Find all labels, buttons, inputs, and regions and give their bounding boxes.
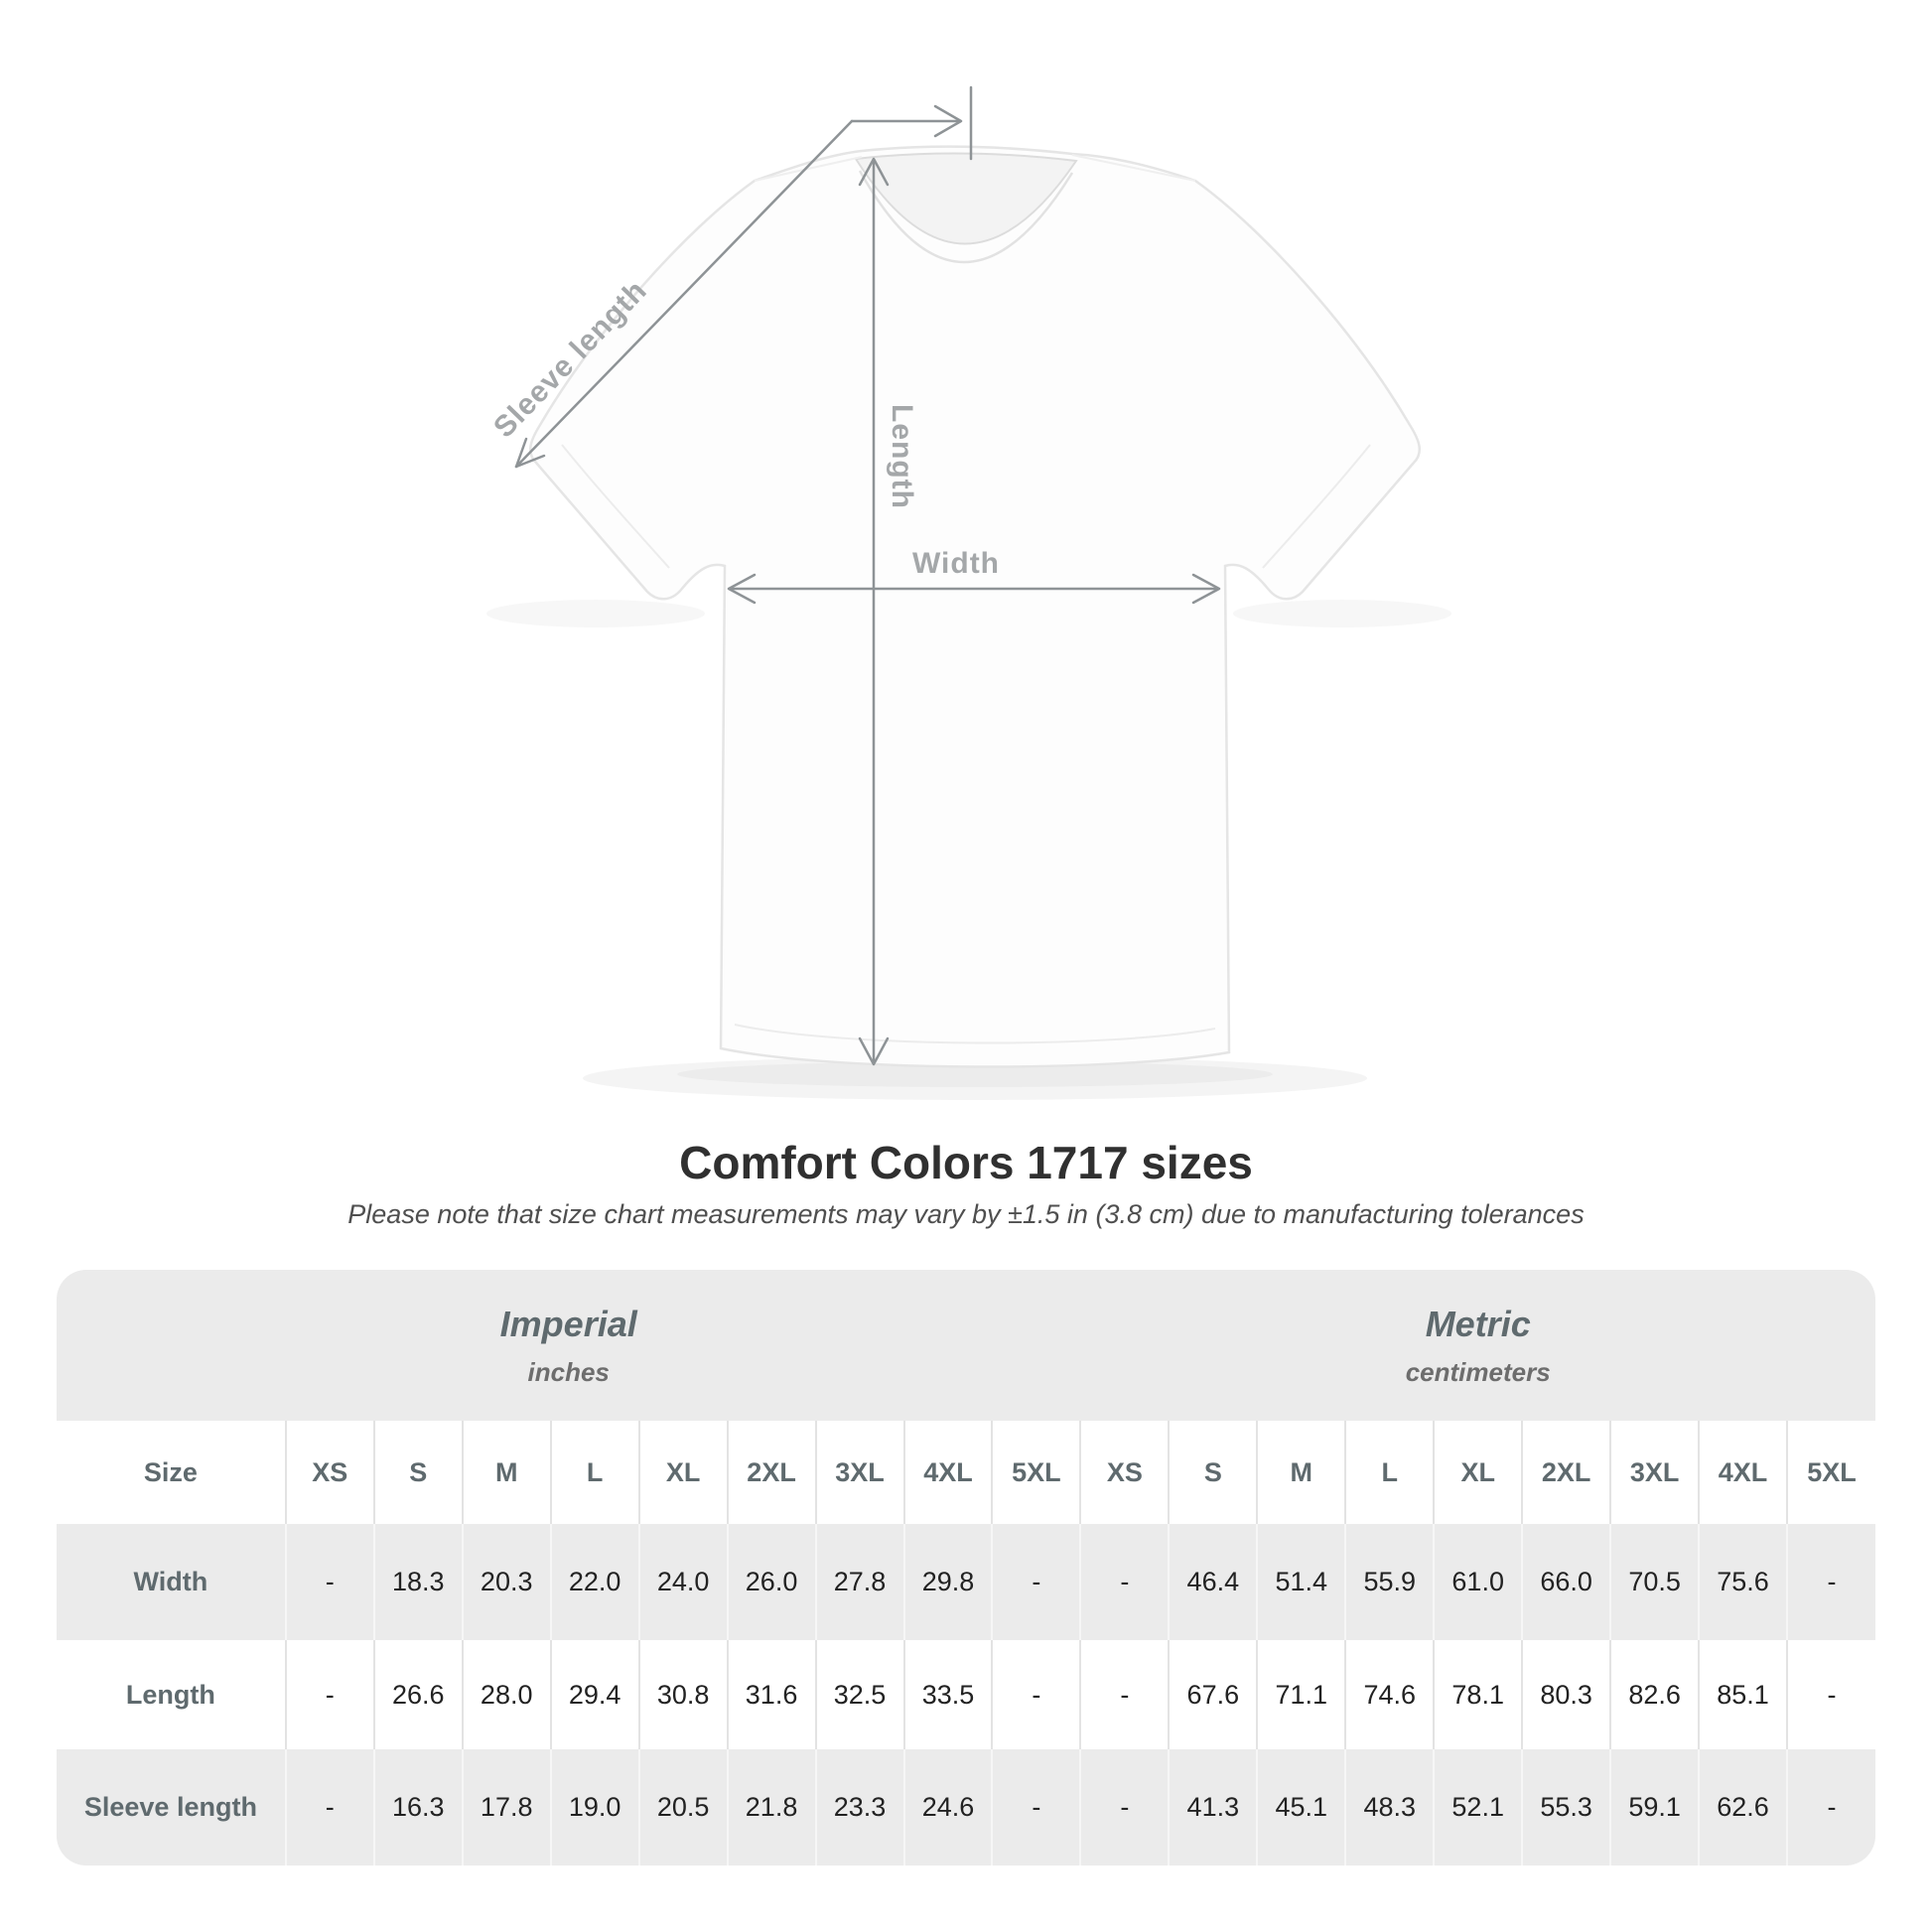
value-cell: 28.0 <box>463 1640 551 1749</box>
value-cell: 66.0 <box>1522 1524 1610 1640</box>
size-header-cell: 3XL <box>816 1421 904 1524</box>
size-header-cell: XS <box>1080 1421 1169 1524</box>
row-label: Sleeve length <box>83 1792 257 1822</box>
value-cell: - <box>992 1749 1080 1865</box>
metric-group-header <box>1080 1270 1875 1421</box>
value-cell: 70.5 <box>1610 1524 1699 1640</box>
size-header-cell: S <box>1169 1421 1257 1524</box>
value-cell: 80.3 <box>1522 1640 1610 1749</box>
value-cell: 22.0 <box>551 1524 639 1640</box>
value-cell: - <box>286 1640 374 1749</box>
value-cell: 55.3 <box>1522 1749 1610 1865</box>
value-cell: 78.1 <box>1434 1640 1522 1749</box>
value-cell: 55.9 <box>1345 1524 1434 1640</box>
unit-group-row <box>57 1270 1875 1421</box>
size-header-cell: 4XL <box>904 1421 993 1524</box>
length-label: Length <box>886 404 918 509</box>
row-label: Length <box>125 1679 215 1710</box>
value-cell: - <box>992 1524 1080 1640</box>
row-label: Width <box>133 1567 208 1596</box>
value-cell: 48.3 <box>1345 1749 1434 1865</box>
value-cell: 51.4 <box>1257 1524 1345 1640</box>
value-cell: 45.1 <box>1257 1749 1345 1865</box>
value-cell: 85.1 <box>1699 1640 1787 1749</box>
value-cell: 62.6 <box>1699 1749 1787 1865</box>
value-cell: 21.8 <box>728 1749 816 1865</box>
heading-block <box>0 1136 1932 1230</box>
size-header-cell: XL <box>639 1421 728 1524</box>
size-header-cell: 4XL <box>1699 1421 1787 1524</box>
size-header-cell: 2XL <box>1522 1421 1610 1524</box>
page-title: Comfort Colors 1717 sizes <box>679 1137 1253 1188</box>
size-header-cell: 3XL <box>1610 1421 1699 1524</box>
size-header-cell: M <box>463 1421 551 1524</box>
value-cell: - <box>1080 1524 1169 1640</box>
value-cell: 20.3 <box>463 1524 551 1640</box>
value-cell: 30.8 <box>639 1640 728 1749</box>
value-cell: 71.1 <box>1257 1640 1345 1749</box>
value-cell: - <box>1787 1524 1875 1640</box>
imperial-unit: inches <box>527 1357 610 1387</box>
sleeve-length-label: Sleeve length <box>487 273 654 445</box>
value-cell: - <box>992 1640 1080 1749</box>
value-cell: 26.6 <box>374 1640 463 1749</box>
value-cell: - <box>1080 1749 1169 1865</box>
value-cell: 31.6 <box>728 1640 816 1749</box>
measurement-row <box>57 1640 1875 1749</box>
imperial-group-header <box>57 1270 1080 1421</box>
value-cell: 82.6 <box>1610 1640 1699 1749</box>
metric-label: Metric <box>1425 1304 1531 1344</box>
size-table-card <box>57 1270 1875 1865</box>
imperial-label: Imperial <box>499 1304 637 1344</box>
value-cell: 59.1 <box>1610 1749 1699 1865</box>
measurement-row <box>57 1749 1875 1865</box>
value-cell: 18.3 <box>374 1524 463 1640</box>
value-cell: 41.3 <box>1169 1749 1257 1865</box>
size-header-cell: XS <box>286 1421 374 1524</box>
value-cell: 24.0 <box>639 1524 728 1640</box>
value-cell: - <box>1787 1640 1875 1749</box>
value-cell: 16.3 <box>374 1749 463 1865</box>
width-label: Width <box>911 547 1001 580</box>
size-header-cell: 5XL <box>992 1421 1080 1524</box>
size-column-header: Size <box>143 1456 198 1487</box>
size-header-cell: 5XL <box>1787 1421 1875 1524</box>
value-cell: 61.0 <box>1434 1524 1522 1640</box>
size-header-cell: L <box>1345 1421 1434 1524</box>
value-cell: - <box>286 1749 374 1865</box>
value-cell: 24.6 <box>904 1749 993 1865</box>
value-cell: 33.5 <box>904 1640 993 1749</box>
value-cell: 19.0 <box>551 1749 639 1865</box>
value-cell: 74.6 <box>1345 1640 1434 1749</box>
value-cell: 20.5 <box>639 1749 728 1865</box>
size-header-cell: 2XL <box>728 1421 816 1524</box>
size-header-row <box>57 1421 1875 1524</box>
value-cell: - <box>286 1524 374 1640</box>
value-cell: 29.8 <box>904 1524 993 1640</box>
measurement-row <box>57 1524 1875 1640</box>
value-cell: - <box>1787 1749 1875 1865</box>
value-cell: 23.3 <box>816 1749 904 1865</box>
value-cell: 26.0 <box>728 1524 816 1640</box>
metric-unit: centimeters <box>1405 1357 1551 1387</box>
value-cell: 27.8 <box>816 1524 904 1640</box>
size-header-cell: L <box>551 1421 639 1524</box>
size-table <box>57 1270 1875 1865</box>
value-cell: 17.8 <box>463 1749 551 1865</box>
value-cell: 52.1 <box>1434 1749 1522 1865</box>
size-header-cell: M <box>1257 1421 1345 1524</box>
size-header-cell: S <box>374 1421 463 1524</box>
page-subtitle: Please note that size chart measurements may vary by ±1.5 in (3.8 cm) due to manufacturing tolerances <box>347 1199 1585 1229</box>
value-cell: - <box>1080 1640 1169 1749</box>
value-cell: 67.6 <box>1169 1640 1257 1749</box>
value-cell: 46.4 <box>1169 1524 1257 1640</box>
value-cell: 32.5 <box>816 1640 904 1749</box>
size-header-cell: XL <box>1434 1421 1522 1524</box>
value-cell: 75.6 <box>1699 1524 1787 1640</box>
value-cell: 29.4 <box>551 1640 639 1749</box>
